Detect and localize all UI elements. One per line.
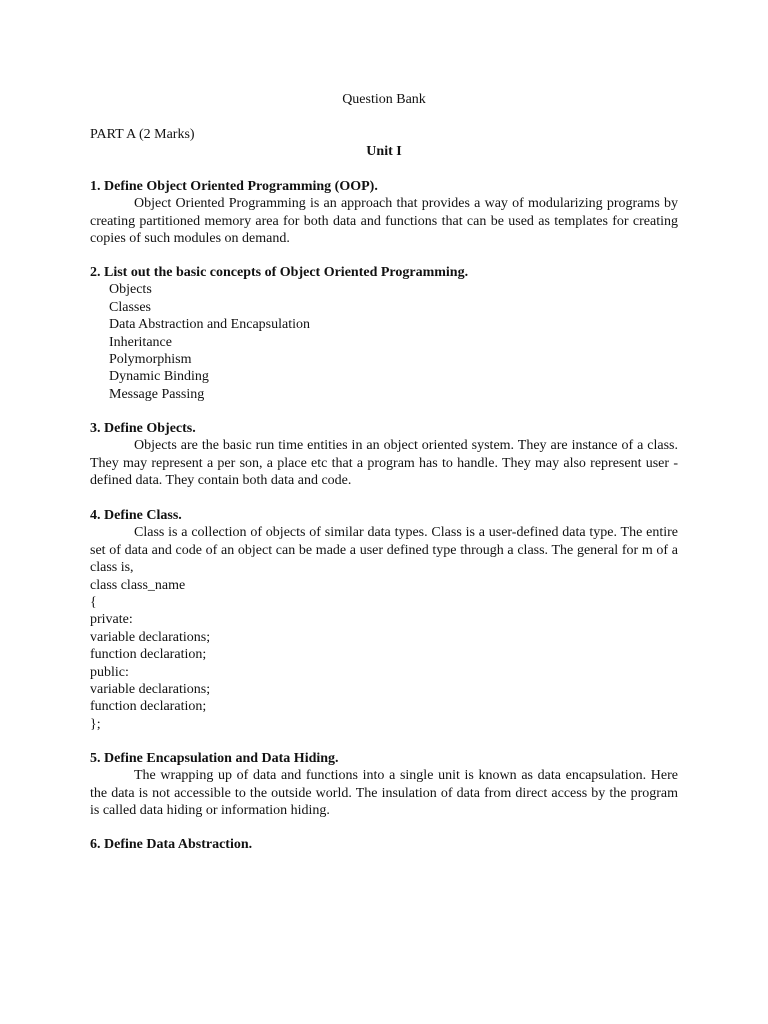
question-heading: 6. Define Data Abstraction.: [90, 837, 253, 852]
question-answer: Object Oriented Programming is an approach that provides a way of modularizing programs by creating partitioned memory area for both data and functions that can be used as templates for creating copies of such modules on demand.: [90, 196, 678, 247]
list-item: Objects: [109, 282, 152, 298]
list-item: Polymorphism: [109, 352, 192, 368]
code-line: {: [90, 595, 97, 611]
code-line: };: [90, 716, 101, 732]
code-line: function declaration;: [90, 647, 207, 663]
question-5: [90, 750, 678, 820]
question-3: [90, 420, 678, 490]
code-line: variable declarations;: [90, 682, 211, 698]
part-label: PART A (2 Marks): [90, 127, 195, 142]
unit-heading: Unit I: [366, 144, 402, 159]
question-answer: Objects are the basic run time entities in an object oriented system. They are instance of a class. They may represent a per son, a place etc that a program has to handle. They may also represent user -defined data. They contain both data and code.: [90, 438, 678, 489]
code-line: variable declarations;: [90, 629, 211, 645]
question-6: [90, 836, 678, 853]
list-item: Message Passing: [109, 386, 205, 402]
question-4: [90, 507, 678, 733]
list-item: Dynamic Binding: [109, 369, 209, 385]
code-line: private:: [90, 612, 133, 628]
question-1: [90, 178, 678, 248]
concepts-list: [90, 281, 678, 403]
question-answer: Class is a collection of objects of similar data types. Class is a user-defined data type. The entire set of data and code of an object can be made a user defined type through a class. The general for m of a class is,: [90, 525, 678, 576]
question-heading: 2. List out the basic concepts of Object Oriented Programming.: [90, 265, 469, 280]
question-heading: 5. Define Encapsulation and Data Hiding.: [90, 751, 339, 766]
question-2: [90, 264, 678, 403]
question-heading: 3. Define Objects.: [90, 421, 196, 436]
code-line: class class_name: [90, 577, 186, 593]
question-answer: The wrapping up of data and functions into a single unit is known as data encapsulation. Here the data is not accessible to the outside world. The insulation of data from direct access by the program is called data hiding or information hiding.: [90, 768, 678, 819]
code-line: public:: [90, 664, 129, 680]
question-heading: 4. Define Class.: [90, 508, 182, 523]
list-item: Data Abstraction and Encapsulation: [109, 317, 310, 333]
class-syntax-block: [90, 577, 678, 734]
document-title: Question Bank: [342, 92, 426, 107]
list-item: Classes: [109, 299, 151, 315]
list-item: Inheritance: [109, 334, 172, 350]
code-line: function declaration;: [90, 699, 207, 715]
question-heading: 1. Define Object Oriented Programming (OOP).: [90, 179, 378, 194]
